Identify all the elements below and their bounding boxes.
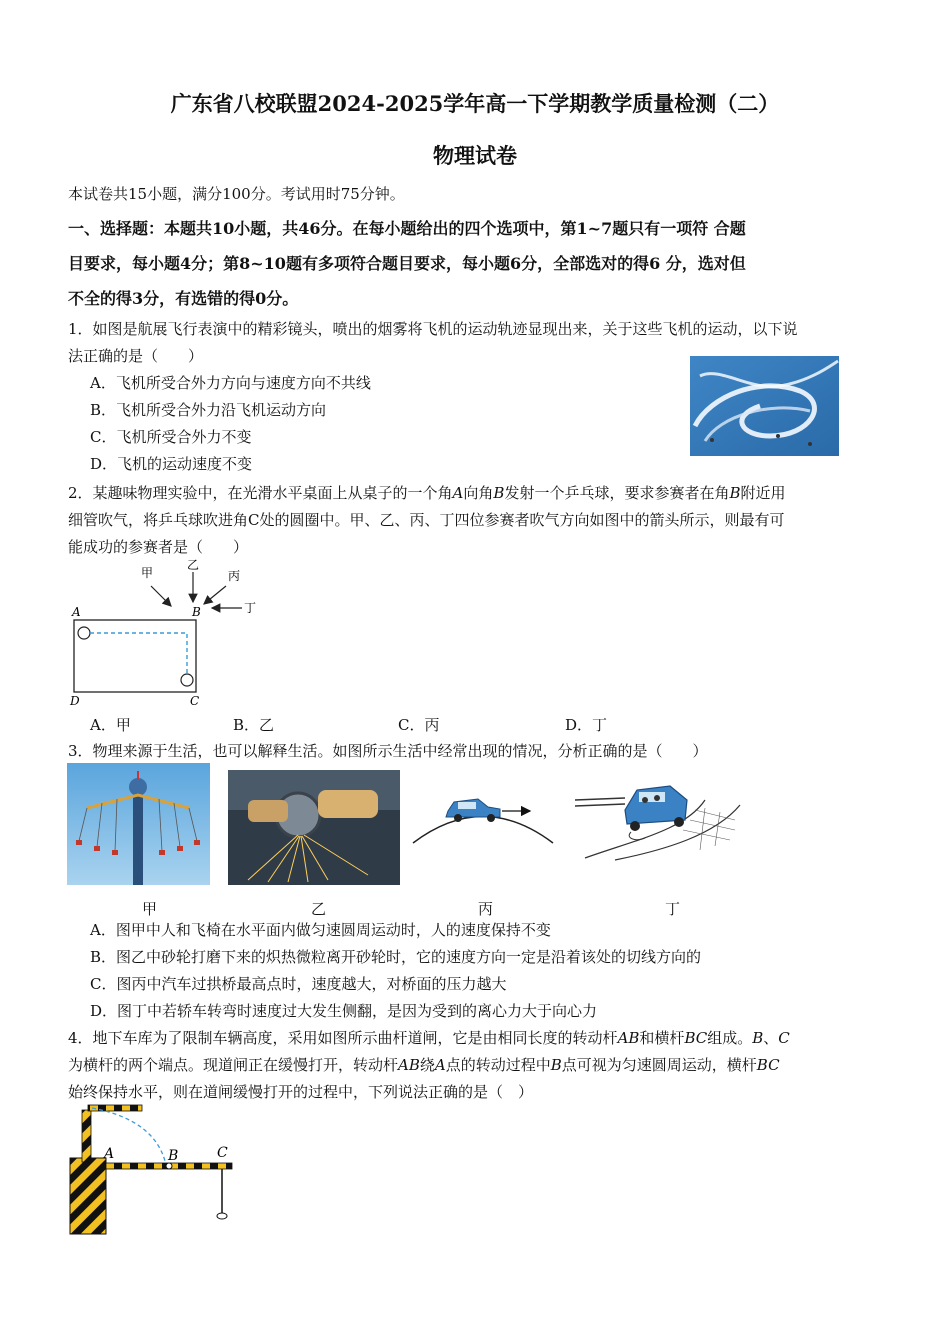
corner-b: B <box>192 605 201 619</box>
q2-option-c: C．丙 <box>398 716 440 734</box>
q1-option-c: C．飞机所受合外力不变 <box>90 428 252 446</box>
arrow-bing <box>204 586 226 604</box>
target-circle <box>181 674 193 686</box>
point-a-label: A <box>104 1146 115 1162</box>
q2-option-b: B．乙 <box>233 716 275 734</box>
q1-stem-line2: 法正确的是（ ） <box>68 347 204 365</box>
table-outline <box>74 620 196 692</box>
corner-a: A <box>72 605 81 619</box>
q1-option-a: A．飞机所受合外力方向与速度方向不共线 <box>90 374 371 392</box>
corner-d: D <box>70 694 80 708</box>
q2-option-a: A．甲 <box>90 716 131 734</box>
exam-title: 广东省八校联盟2024-2025学年高一下学期教学质量检测（二） <box>170 91 780 116</box>
section1-line2: 目要求，每小题4分；第8~10题有多项符合题目要求，每小题6分，全部选对的得6 分，选对但 <box>68 254 746 273</box>
q3-caption-ding: 丁 <box>665 900 681 918</box>
q2-stem-line3: 能成功的参赛者是（ ） <box>68 538 249 556</box>
q4-stem-line2: 为横杆的两个端点。现道闸正在缓慢打开，转动杆AB绕A点的转动过程中B点可视为匀速圆周运动，横杆BC <box>68 1056 780 1074</box>
q3-option-c: C．图丙中汽车过拱桥最高点时，速度越大，对桥面的压力越大 <box>90 975 507 993</box>
label-bing: 丙 <box>228 569 241 583</box>
q2-stem-line2: 细管吹气，将乒乓球吹进角C处的圆圈中。甲、乙、丙、丁四位参赛者吹气方向如图中的箭头所示，则最有可 <box>68 511 785 529</box>
q1-stem-line1: 1．如图是航展飞行表演中的精彩镜头，喷出的烟雾将飞机的运动轨迹显现出来，关于这些飞机的运动，以下说 <box>68 320 798 338</box>
q2-option-d: D．丁 <box>565 716 608 734</box>
point-b-label: B <box>168 1148 179 1164</box>
ball-start <box>78 627 90 639</box>
q4-stem-line1: 4．地下车库为了限制车辆高度，采用如图所示曲杆道闸，它是由相同长度的转动杆AB和横杆BC组成。B、C <box>68 1029 790 1047</box>
q3-grinding-photo <box>228 770 400 885</box>
q3-turning-car <box>575 780 745 862</box>
q3-option-b: B．图乙中砂轮打磨下来的炽热微粒离开砂轮时，它的速度方向一定是沿着该处的切线方向的 <box>90 948 702 966</box>
rotating-bar-ab <box>106 1163 168 1169</box>
horizontal-bar-bc <box>170 1163 232 1169</box>
ball-path <box>90 633 187 674</box>
q3-option-a: A．图甲中人和飞椅在水平面内做匀速圆周运动时，人的速度保持不变 <box>90 921 551 939</box>
section1-line3: 不全的得3分，有选错的得0分。 <box>68 289 299 308</box>
q3-caption-jia: 甲 <box>142 900 158 918</box>
q4-stem-line3: 始终保持水平，则在道闸缓慢打开的过程中，下列说法正确的是（ ） <box>68 1083 534 1101</box>
q1-option-b: B．飞机所受合外力沿飞机运动方向 <box>90 401 327 419</box>
label-yi: 乙 <box>187 558 200 572</box>
q3-arch-bridge-car <box>408 785 558 845</box>
q3-caption-bing: 丙 <box>478 900 494 918</box>
corner-c: C <box>190 694 200 708</box>
q3-option-d: D．图丁中若轿车转弯时速度过大发生侧翻，是因为受到的离心力大于向心力 <box>90 1002 598 1020</box>
exam-intro: 本试卷共15小题，满分100分。考试用时75分钟。 <box>68 185 405 203</box>
arrow-jia <box>151 586 171 606</box>
label-jia: 甲 <box>141 566 154 580</box>
q3-stem-line1: 3．物理来源于生活，也可以解释生活。如图所示生活中经常出现的情况，分析正确的是（ ） <box>68 742 708 760</box>
point-c-label: C <box>217 1145 228 1161</box>
q3-caption-yi: 乙 <box>311 900 327 918</box>
q4-barrier-gate-diagram <box>66 1100 236 1240</box>
q1-option-d: D．飞机的运动速度不变 <box>90 455 253 473</box>
q3-swing-ride-photo <box>67 763 210 885</box>
q2-stem-line1: 2．某趣味物理实验中，在光滑水平桌面上从桌子的一个角A向角B发射一个乒乓球，要求参赛者在角B附近用 <box>68 484 786 502</box>
q2-table-diagram <box>66 556 266 708</box>
q1-airshow-photo <box>690 356 839 456</box>
label-ding: 丁 <box>244 601 257 615</box>
section1-line1: 一、选择题：本题共10小题，共46分。在每小题给出的四个选项中，第1~7题只有一项符 合题 <box>68 219 746 238</box>
exam-subtitle: 物理试卷 <box>433 143 517 168</box>
